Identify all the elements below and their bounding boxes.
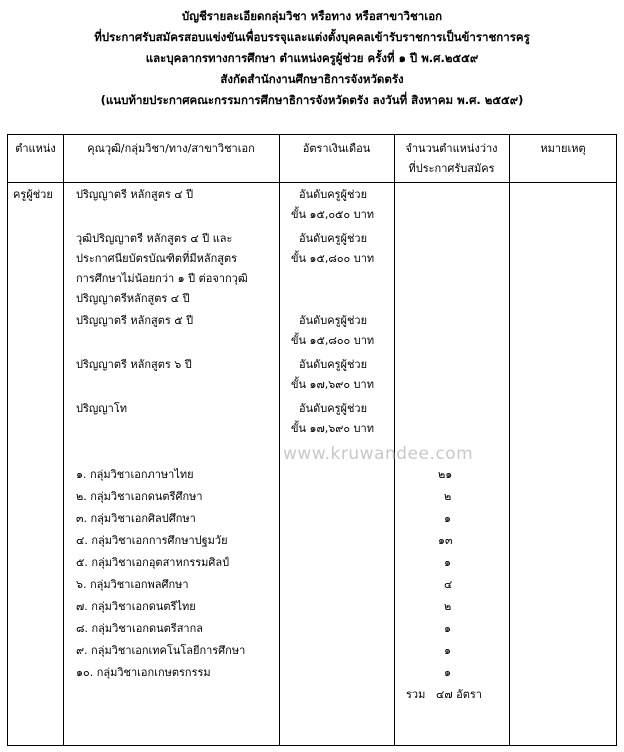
- qualification-line: ปริญญาตรี หลักสูตร ๖ ปี: [76, 358, 192, 371]
- subject-name: ๕. กลุ่มวิชาเอกอุตสาหกรรมศิลป์: [76, 556, 230, 569]
- col-header-qualification: คุณวุฒิ/กลุ่มวิชา/ทาง/สาขาวิชาเอก: [87, 142, 255, 155]
- col-header-vacancies-line2: ที่ประกาศรับสมัคร: [408, 162, 495, 175]
- qualification-line: วุฒิปริญญาตรี หลักสูตร ๔ ปี และ: [76, 232, 233, 245]
- header-agency: สังกัดสำนักงานศึกษาธิการจังหวัดตรัง: [220, 72, 404, 86]
- col-header-vacancies: [394, 139, 509, 179]
- subject-count: ๒: [444, 490, 452, 503]
- qualification-line: การศึกษาไม่น้อยกว่า ๑ ปี ต่อจากวุฒิ: [76, 272, 248, 285]
- header-row-divider: [8, 182, 616, 183]
- document-header: [0, 6, 624, 111]
- salary-rank: อันดับครูผู้ช่วย: [299, 314, 368, 327]
- column-divider: [63, 135, 64, 745]
- qualification-line: ปริญญาตรีหลักสูตร ๔ ปี: [76, 292, 190, 305]
- subject-count: ๔: [444, 578, 453, 591]
- subject-name: ๓. กลุ่มวิชาเอกศิลปศึกษา: [76, 512, 196, 525]
- qualification-table: [7, 134, 617, 746]
- qualification-line: ประกาศนียบัตรบัณฑิตที่มีหลักสูตร: [76, 252, 237, 265]
- salary-step: ขั้น ๑๗,๖๙๐ บาท: [291, 378, 374, 391]
- header-position-line: และบุคลากรทางการศึกษา ตำแหน่งครูผู้ช่วย ครั้งที่ ๑ ปี พ.ศ.๒๕๕๙: [145, 51, 479, 65]
- column-divider: [394, 135, 395, 745]
- header-title: บัญชีรายละเอียดกลุ่มวิชา หรือทาง หรือสาขาวิชาเอก: [181, 9, 443, 23]
- subject-count: ๒: [444, 600, 452, 613]
- subject-count: ๑: [444, 644, 451, 657]
- col-header-position: ตำแหน่ง: [15, 142, 56, 155]
- subject-name: ๗. กลุ่มวิชาเอกดนตรีไทย: [76, 600, 196, 613]
- salary-rank: อันดับครูผู้ช่วย: [299, 188, 368, 201]
- subject-name: ๔. กลุ่มวิชาเอกการศึกษาปฐมวัย: [76, 534, 228, 547]
- col-header-vacancies-line1: จำนวนตำแหน่งว่าง: [405, 142, 498, 155]
- subject-name: ๑. กลุ่มวิชาเอกภาษาไทย: [76, 468, 194, 481]
- col-header-salary: อัตราเงินเดือน: [302, 142, 371, 155]
- subject-name: ๙. กลุ่มวิชาเอกเทคโนโลยีการศึกษา: [76, 644, 246, 657]
- total-label: รวม: [406, 688, 426, 701]
- qualification-line: ปริญญาโท: [76, 402, 127, 415]
- subject-name: ๒. กลุ่มวิชาเอกดนตรีศึกษา: [76, 490, 203, 503]
- subject-name: ๖. กลุ่มวิชาเอกพลศึกษา: [76, 578, 189, 591]
- qualification-line: ปริญญาตรี หลักสูตร ๕ ปี: [76, 314, 194, 327]
- salary-step: ขั้น ๑๕,๐๕๐ บาท: [291, 208, 374, 221]
- salary-step: ขั้น ๑๕,๘๐๐ บาท: [291, 334, 375, 347]
- subject-count: ๑: [444, 512, 451, 525]
- column-divider: [509, 135, 510, 745]
- position-name: ครูผู้ช่วย: [13, 188, 53, 201]
- subject-count: ๑๓: [438, 534, 453, 547]
- subject-count: ๑: [444, 556, 451, 569]
- salary-rank: อันดับครูผู้ช่วย: [299, 402, 368, 415]
- subject-count: ๑: [444, 666, 451, 679]
- qualification-line: ปริญญาตรี หลักสูตร ๔ ปี: [76, 188, 194, 201]
- col-header-remarks: หมายเหตุ: [540, 142, 586, 155]
- salary-rank: อันดับครูผู้ช่วย: [299, 232, 368, 245]
- salary-step: ขั้น ๑๕,๘๐๐ บาท: [291, 252, 375, 265]
- salary-step: ขั้น ๑๗,๖๙๐ บาท: [291, 422, 374, 435]
- subject-name: ๑๐. กลุ่มวิชาเอกเกษตรกรรม: [76, 666, 211, 679]
- subject-count: ๑: [444, 622, 451, 635]
- subject-name: ๘. กลุ่มวิชาเอกดนตรีสากล: [76, 622, 203, 635]
- subject-count: ๒๑: [438, 468, 453, 481]
- watermark: www.kruwandee.com: [283, 444, 474, 464]
- salary-rank: อันดับครูผู้ช่วย: [299, 358, 368, 371]
- header-subtitle: ที่ประกาศรับสมัครสอบแข่งขันเพื่อบรรจุและแต่งตั้งบุคคลเข้ารับราชการเป็นข้าราชการครู: [94, 30, 530, 44]
- total-value: ๔๗ อัตรา: [436, 688, 482, 701]
- column-divider: [279, 135, 280, 745]
- header-attachment-note: (แนบท้ายประกาศคณะกรรมการศึกษาธิการจังหวัดตรัง ลงวันที่ สิงหาคม พ.ศ. ๒๕๕๙): [100, 93, 524, 107]
